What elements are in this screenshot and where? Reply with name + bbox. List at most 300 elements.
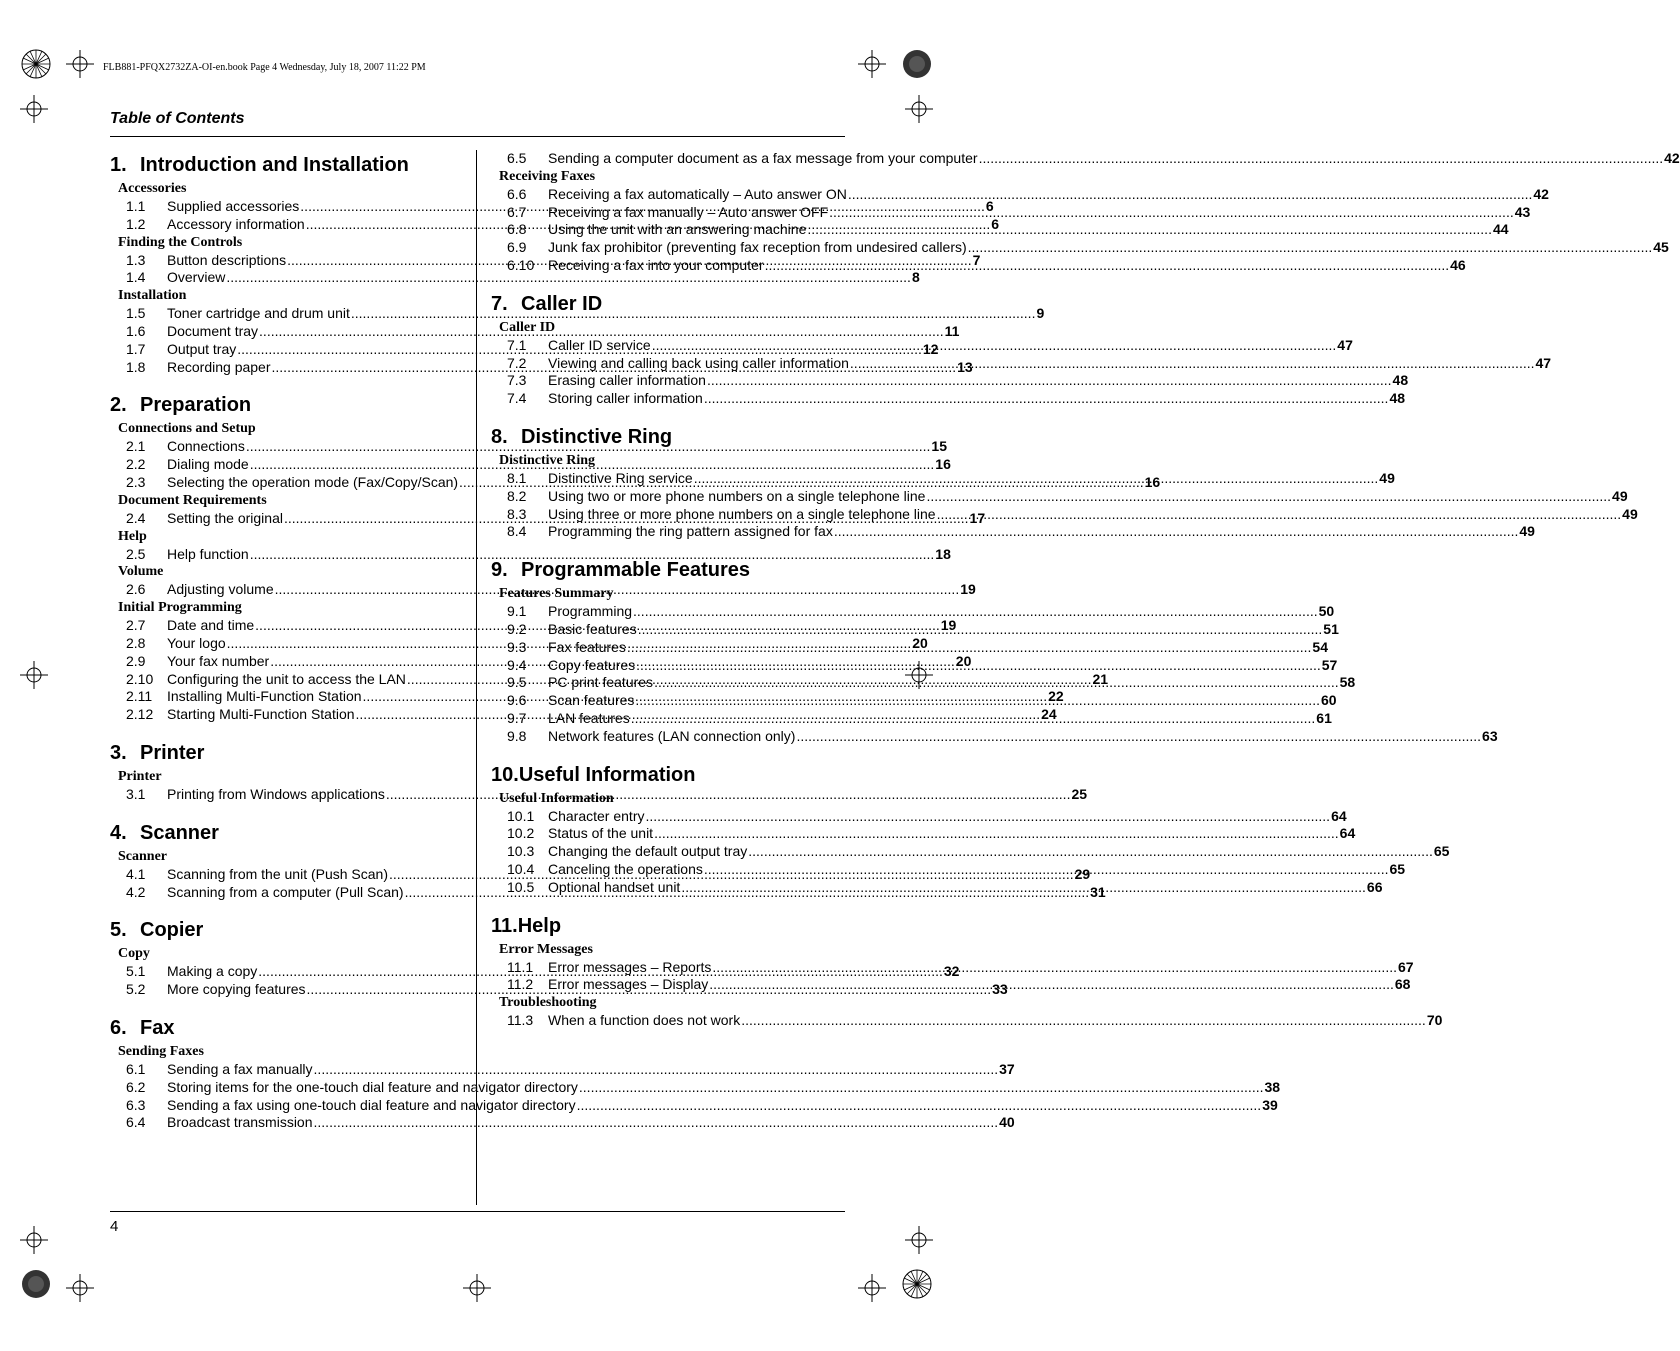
toc-entry[interactable]: [491, 150, 1680, 168]
toc-entry-title: Using three or more phone numbers on a single telephone line: [548, 505, 936, 522]
toc-entry[interactable]: [491, 843, 1450, 861]
toc-entry-number: 8.3: [507, 505, 527, 522]
chapter-number: 3.: [110, 741, 127, 764]
dot-leader: [636, 657, 1321, 675]
toc-entry-number: 10.4: [507, 860, 535, 877]
chapter-title: Scanner: [140, 821, 219, 844]
toc-group-heading: Useful Information: [499, 790, 614, 806]
toc-entry-page: 54: [1312, 638, 1328, 655]
toc-entry-title: Receiving a fax automatically – Auto answer ON: [548, 185, 847, 202]
toc-entry-page: 48: [1389, 390, 1406, 407]
toc-entry-number: 8.4: [507, 523, 527, 540]
toc-entry-number: 5.1: [126, 963, 146, 980]
dot-leader: [765, 257, 1450, 275]
toc-group-heading: Copy: [118, 946, 150, 962]
toc-entry-number: 9.3: [507, 638, 527, 655]
toc-entry-page: 13: [957, 358, 973, 375]
dot-leader: [681, 879, 1366, 897]
toc-entry-number: 10.3: [507, 843, 535, 860]
crosshair-icon: [66, 1274, 94, 1302]
toc-entry-title: Help function: [167, 545, 249, 562]
chapter-title: Introduction and Installation: [140, 154, 409, 176]
toc-entry-page: 49: [1379, 469, 1395, 486]
toc-entry-page: 63: [1482, 727, 1498, 744]
toc-entry-number: 2.4: [126, 509, 146, 526]
toc-entry-page: 57: [1321, 656, 1338, 673]
toc-group-heading: Help: [118, 528, 147, 544]
footer-rule: [110, 1211, 845, 1212]
toc-entry-number: 6.4: [126, 1114, 146, 1131]
toc-entry-page: 40: [999, 1114, 1015, 1131]
toc-entry-number: 2.9: [126, 652, 146, 669]
toc-entry-title: Your logo: [167, 634, 226, 651]
toc-entry-page: 21: [1092, 670, 1109, 687]
crosshair-icon: [905, 95, 933, 123]
toc-entry-number: 7.4: [507, 390, 527, 407]
toc-group-heading: Installation: [118, 288, 187, 304]
dot-leader: [850, 355, 1535, 373]
chapter-heading[interactable]: [110, 150, 464, 180]
toc-entry-page: 29: [1074, 865, 1091, 882]
dot-leader: [314, 1061, 999, 1079]
toc-entry-page: 48: [1392, 372, 1409, 389]
toc-entry-page: 19: [960, 581, 976, 598]
toc-entry-number: 10.2: [507, 825, 535, 842]
toc-entry-title: Basic features: [548, 620, 637, 637]
toc-group-heading: Scanner: [118, 848, 167, 864]
toc-entry-page: 51: [1323, 620, 1339, 637]
toc-entry-page: 16: [1144, 473, 1161, 490]
chapter-title: Useful Information: [518, 763, 696, 786]
toc-entry-title: When a function does not work: [548, 1012, 741, 1029]
toc-entry-page: 17: [969, 509, 986, 526]
toc-entry-page: 6: [991, 215, 1000, 232]
toc-entry-title: Toner cartridge and drum unit: [167, 305, 350, 322]
toc-entry-title: Making a copy: [167, 963, 258, 980]
toc-entry[interactable]: [491, 390, 1406, 408]
toc-entry-title: Output tray: [167, 340, 237, 357]
dot-leader: [829, 204, 1514, 222]
dot-leader: [627, 639, 1312, 657]
toc-entry-page: 45: [1653, 239, 1669, 256]
toc-entry-title: LAN features: [548, 709, 630, 726]
dot-leader: [631, 710, 1316, 728]
toc-entry-page: 12: [922, 340, 939, 357]
toc-entry-title: Scanning from the unit (Push Scan): [167, 865, 389, 882]
toc-entry-page: 32: [943, 963, 960, 980]
toc-entry-title: Dialing mode: [167, 456, 249, 473]
toc-entry-page: 33: [992, 981, 1008, 998]
toc-entry-title: Fax features: [548, 638, 626, 655]
toc-entry-title: Using the unit with an answering machine: [548, 221, 807, 238]
toc-entry-number: 2.6: [126, 581, 146, 598]
toc-entry-number: 6.1: [126, 1060, 146, 1077]
toc-entry-page: 65: [1433, 843, 1450, 860]
toc-entry-title: Selecting the operation mode (Fax/Copy/Scan): [167, 473, 459, 490]
toc-entry-title: PC print features: [548, 674, 654, 691]
dot-leader: [979, 150, 1664, 168]
toc-entry-number: 8.2: [507, 487, 527, 504]
toc-entry-title: Character entry: [548, 807, 645, 824]
toc-entry-number: 6.6: [507, 185, 527, 202]
toc-entry-title: Adjusting volume: [167, 581, 274, 598]
chapter-number: 7.: [491, 292, 508, 315]
toc-entry-number: 7.1: [507, 336, 527, 353]
toc-group-heading: Sending Faxes: [118, 1043, 204, 1059]
dot-leader: [848, 186, 1533, 204]
toc-entry-number: 6.10: [507, 256, 535, 273]
dot-leader: [694, 470, 1379, 488]
toc-group-heading: Finding the Controls: [118, 234, 243, 250]
registration-mark-icon: [20, 48, 52, 80]
toc-entry-title: Storing caller information: [548, 390, 703, 407]
toc-entry-title: Changing the default output tray: [548, 843, 748, 860]
toc-entry-title: Storing items for the one-touch dial feature and navigator directory: [167, 1078, 578, 1095]
toc-group-heading: Features Summary: [499, 586, 614, 602]
page-number: 4: [110, 1218, 119, 1235]
toc-entry-title: Using two or more phone numbers on a single telephone line: [548, 487, 926, 504]
dot-leader: [654, 825, 1339, 843]
toc-entry-page: 67: [1397, 958, 1414, 975]
dot-leader: [638, 621, 1323, 639]
toc-entry[interactable]: [491, 239, 1669, 257]
dot-leader: [834, 523, 1519, 541]
toc-group-heading: Caller ID: [499, 319, 556, 335]
toc-entry[interactable]: [491, 807, 1347, 826]
dot-leader: [707, 372, 1392, 390]
toc-group-heading: Initial Programming: [118, 600, 242, 616]
toc-entry-page: 37: [999, 1060, 1015, 1077]
toc-chapter: [491, 150, 1680, 275]
toc-entry-title: Button descriptions: [167, 251, 287, 268]
dot-leader: [741, 1012, 1426, 1030]
toc-entry-number: 6.5: [507, 150, 527, 166]
registration-mark-icon: [901, 1268, 933, 1300]
toc-entry[interactable]: [110, 545, 951, 564]
toc-entry-page: 39: [1262, 1096, 1278, 1113]
chapter-heading[interactable]: [491, 289, 845, 319]
toc-entry[interactable]: [491, 372, 1409, 390]
crosshair-icon: [905, 1226, 933, 1254]
toc-group-heading: Error Messages: [499, 941, 593, 957]
toc-entry-page: 15: [931, 438, 947, 455]
toc-entry-page: 68: [1394, 976, 1411, 993]
toc-entry-number: 1.1: [126, 198, 146, 214]
toc-entry-title: Network features (LAN connection only): [548, 727, 796, 744]
toc-entry-number: 2.10: [126, 670, 154, 687]
toc-entry-number: 10.1: [507, 807, 535, 824]
toc-entry[interactable]: [110, 269, 920, 287]
dot-leader: [579, 1079, 1264, 1097]
chapter-title: Caller ID: [521, 292, 603, 315]
toc-entry-title: Canceling the operations: [548, 860, 703, 877]
toc-entry[interactable]: [491, 1012, 1443, 1030]
toc-entry[interactable]: [491, 523, 1535, 541]
dot-leader: [645, 808, 1330, 826]
toc-entry-page: 49: [1612, 487, 1628, 504]
toc-entry-number: 6.7: [507, 203, 527, 220]
chapter-number: 11.: [491, 914, 518, 937]
toc-entry-page: 19: [940, 617, 957, 634]
toc-group-heading: Distinctive Ring: [499, 452, 596, 468]
toc-entry-page: 61: [1316, 709, 1332, 726]
toc-entry[interactable]: [491, 203, 1531, 222]
toc-entry-number: 2.3: [126, 473, 146, 490]
toc-entry-number: 9.2: [507, 620, 527, 637]
crosshair-icon: [858, 1274, 886, 1302]
toc-group-heading: Document Requirements: [118, 492, 267, 508]
toc-entry-number: 9.6: [507, 692, 527, 709]
toc-entry-page: 64: [1331, 807, 1347, 824]
toc-entry-title: Date and time: [167, 617, 255, 634]
toc-entry[interactable]: [110, 1114, 1015, 1132]
dot-leader: [807, 221, 1492, 239]
dot-leader: [926, 488, 1611, 506]
toc-entry[interactable]: [110, 305, 1045, 323]
toc-entry-page: 8: [911, 269, 920, 286]
toc-entry-number: 4.1: [126, 865, 146, 882]
toc-entry-title: Connections: [167, 438, 245, 455]
toc-entry-page: 24: [1041, 706, 1057, 723]
dot-leader: [709, 976, 1394, 994]
dot-leader: [712, 959, 1397, 977]
toc-entry-page: 58: [1339, 674, 1356, 691]
chapter-number: 2.: [110, 394, 127, 417]
toc-entry-number: 11.2: [507, 976, 534, 993]
toc-entry-title: Accessory information: [167, 215, 305, 232]
toc-entry[interactable]: [110, 438, 947, 456]
toc-entry-number: 9.1: [507, 603, 527, 620]
toc-entry-page: 6: [985, 198, 994, 214]
toc-entry-page: 42: [1533, 185, 1549, 202]
toc-entry-page: 31: [1090, 883, 1106, 900]
toc-entry-title: More copying features: [167, 981, 306, 998]
toc-entry-number: 5.2: [126, 981, 146, 998]
chapter-title: Copier: [140, 919, 204, 942]
toc-entry-page: 43: [1514, 203, 1531, 220]
toc-entry-title: Sending a computer document as a fax message from your computer: [548, 150, 978, 166]
toc-entry-number: 1.8: [126, 358, 146, 375]
toc-entry-number: 1.2: [126, 215, 146, 232]
toc-group-heading: Troubleshooting: [499, 995, 597, 1011]
toc-entry-page: 42: [1664, 150, 1680, 166]
toc-entry[interactable]: [110, 1060, 1015, 1079]
dot-leader: [633, 603, 1318, 621]
toc-entry-page: 49: [1622, 505, 1638, 522]
toc-entry[interactable]: [491, 487, 1628, 506]
toc-entry-number: 11.3: [507, 1012, 534, 1029]
toc-entry-number: 1.6: [126, 322, 146, 339]
crosshair-icon: [20, 95, 48, 123]
toc-entry-title: Scan features: [548, 692, 635, 709]
toc-entry[interactable]: [491, 825, 1356, 843]
toc-entry-number: 4.2: [126, 883, 146, 900]
toc-entry-page: 38: [1264, 1078, 1281, 1095]
toc-entry-title: Installing Multi-Function Station: [167, 688, 362, 705]
book-meta: FLB881-PFQX2732ZA-OI-en.book Page 4 Wednesday, July 18, 2007 11:22 PM: [103, 62, 426, 73]
toc-entry-page: 20: [955, 652, 972, 669]
toc-group-heading: Printer: [118, 768, 162, 784]
chapter-heading[interactable]: [491, 422, 845, 452]
toc-entry-page: 47: [1535, 354, 1552, 371]
toc-entry[interactable]: [491, 185, 1549, 204]
chapter-title: Distinctive Ring: [521, 425, 673, 448]
toc-group-heading: Receiving Faxes: [499, 168, 596, 184]
toc-entry-title: Erasing caller information: [548, 372, 706, 389]
toc-entry-number: 2.5: [126, 545, 146, 562]
chapter-heading[interactable]: [110, 738, 464, 768]
toc-group-heading: Accessories: [118, 181, 187, 196]
dot-leader: [635, 692, 1320, 710]
dot-leader: [968, 239, 1653, 257]
chapter-title: Printer: [140, 741, 205, 764]
toc-entry-number: 2.8: [126, 634, 146, 651]
toc-entry-title: Caller ID service: [548, 336, 651, 353]
toc-entry-title: Printing from Windows applications: [167, 785, 385, 802]
crosshair-icon: [858, 50, 886, 78]
toc-entry-number: 1.5: [126, 305, 146, 322]
toc-entry[interactable]: [110, 1078, 1281, 1097]
toc-entry-title: Error messages – Reports: [548, 958, 712, 975]
toc-entry-title: Viewing and calling back using caller information: [548, 354, 849, 371]
chapter-title: Help: [517, 914, 562, 937]
toc-entry-page: 9: [1036, 305, 1045, 322]
toc-entry-number: 2.2: [126, 456, 146, 473]
toc-entry-number: 1.3: [126, 251, 146, 268]
toc-entry-page: 25: [1071, 785, 1088, 802]
toc-entry-number: 3.1: [126, 785, 146, 802]
toc-entry-number: 2.7: [126, 617, 146, 634]
dot-leader: [937, 506, 1622, 524]
toc-entry-title: Receiving a fax into your computer: [548, 256, 764, 273]
toc-entry-number: 9.5: [507, 674, 527, 691]
toc-entry-page: 11: [944, 322, 960, 339]
toc-entry-number: 1.7: [126, 340, 146, 357]
toc-entry-title: Setting the original: [167, 509, 283, 526]
toc-entry[interactable]: [491, 727, 1498, 746]
toc-entry-page: 60: [1320, 692, 1337, 709]
toc-entry-page: 18: [935, 545, 951, 562]
chapter-title: Programmable Features: [521, 559, 750, 582]
toc-entry-title: Starting Multi-Function Station: [167, 706, 355, 723]
toc-entry-number: 6.2: [126, 1078, 146, 1095]
registration-mark-icon: [901, 48, 933, 80]
chapter-number: 8.: [491, 425, 508, 448]
toc-entry[interactable]: [491, 256, 1466, 275]
crosshair-icon: [463, 1274, 491, 1302]
toc-entry-number: 6.3: [126, 1096, 146, 1113]
chapter-number: 6.: [110, 1016, 127, 1039]
dot-leader: [704, 390, 1389, 408]
toc-entry-title: Your fax number: [167, 652, 270, 669]
chapter-heading[interactable]: [110, 818, 464, 848]
toc-entry-title: Broadcast transmission: [167, 1114, 313, 1131]
toc-entry-number: 1.4: [126, 269, 146, 286]
toc-entry-page: 44: [1492, 221, 1509, 238]
toc-entry[interactable]: [491, 603, 1335, 621]
toc-entry-title: Optional handset unit: [548, 878, 681, 895]
chapter-title: Fax: [140, 1016, 175, 1039]
toc-entry-page: 70: [1426, 1012, 1443, 1029]
chapter-heading[interactable]: [110, 1013, 464, 1043]
chapter-heading[interactable]: [110, 390, 464, 420]
toc-entry-number: 6.8: [507, 221, 527, 238]
crosshair-icon: [66, 50, 94, 78]
toc-entry-number: 10.5: [507, 878, 535, 895]
toc-entry[interactable]: [110, 1096, 1278, 1115]
toc-entry-page: 16: [935, 456, 951, 473]
toc-entry-number: 2.12: [126, 706, 154, 723]
toc-entry-number: 6.9: [507, 239, 527, 256]
toc-entry-title: Distinctive Ring service: [548, 469, 693, 486]
toc-entry-title: Programming the ring pattern assigned for fax: [548, 523, 833, 540]
toc-entry-title: Supplied accessories: [167, 198, 300, 214]
dot-leader: [654, 674, 1339, 692]
chapter-number: 10.: [491, 763, 519, 786]
chapter-title: Preparation: [140, 394, 252, 417]
chapter-heading[interactable]: [491, 555, 845, 585]
toc-entry-page: 50: [1318, 603, 1335, 620]
toc-entry-title: Scanning from a computer (Pull Scan): [167, 883, 404, 900]
toc-entry-title: Junk fax prohibitor (preventing fax reception from undesired callers): [548, 239, 967, 256]
toc-entry-title: Error messages – Display: [548, 976, 709, 993]
toc-entry-title: Copy features: [548, 656, 636, 673]
chapter-heading[interactable]: [110, 915, 464, 945]
toc-entry-title: Sending a fax using one-touch dial feature and navigator directory: [167, 1096, 576, 1113]
toc-entry-title: Recording paper: [167, 358, 271, 375]
toc-group-heading: Volume: [118, 564, 164, 580]
toc-entry-number: 9.8: [507, 727, 527, 744]
toc-entry-page: 66: [1366, 878, 1383, 895]
dot-leader: [652, 337, 1337, 355]
chapter-number: 9.: [491, 559, 508, 582]
dot-leader: [577, 1097, 1262, 1115]
chapter-heading[interactable]: [491, 760, 845, 790]
toc-entry-page: 64: [1339, 825, 1356, 842]
toc-entry-page: 49: [1519, 523, 1535, 540]
chapter-number: 1.: [110, 154, 127, 176]
toc-entry-number: 9.7: [507, 709, 527, 726]
toc-entry-page: 65: [1389, 860, 1406, 877]
dot-leader: [704, 861, 1389, 879]
toc-entry-number: 2.11: [126, 688, 153, 705]
dot-leader: [314, 1114, 999, 1132]
toc-entry-number: 7.2: [507, 354, 527, 371]
section-title: Table of Contents: [110, 110, 245, 127]
chapter-number: 4.: [110, 821, 127, 844]
toc-entry-number: 8.1: [507, 469, 527, 486]
toc-entry-title: Configuring the unit to access the LAN: [167, 670, 406, 687]
toc-entry-title: Overview: [167, 269, 226, 286]
toc-entry[interactable]: [491, 221, 1509, 239]
toc-entry-title: Programming: [548, 603, 633, 620]
toc-group-heading: Connections and Setup: [118, 421, 256, 437]
toc-entry-title: Sending a fax manually: [167, 1060, 313, 1077]
toc-entry-title: Receiving a fax manually – Auto answer OFF: [548, 203, 829, 220]
toc-entry-title: Document tray: [167, 322, 259, 339]
toc-entry-page: 7: [972, 251, 981, 268]
toc-entry-page: 20: [912, 634, 928, 651]
chapter-heading[interactable]: [491, 911, 845, 941]
toc-entry-number: 11.1: [507, 958, 534, 975]
toc-entry-page: 22: [1048, 688, 1064, 705]
toc-entry-number: 2.1: [126, 438, 146, 455]
toc-entry-number: 9.4: [507, 656, 527, 673]
crosshair-icon: [20, 1226, 48, 1254]
dot-leader: [796, 728, 1481, 746]
toc-entry-page: 47: [1337, 336, 1353, 353]
header-rule: [110, 136, 845, 137]
